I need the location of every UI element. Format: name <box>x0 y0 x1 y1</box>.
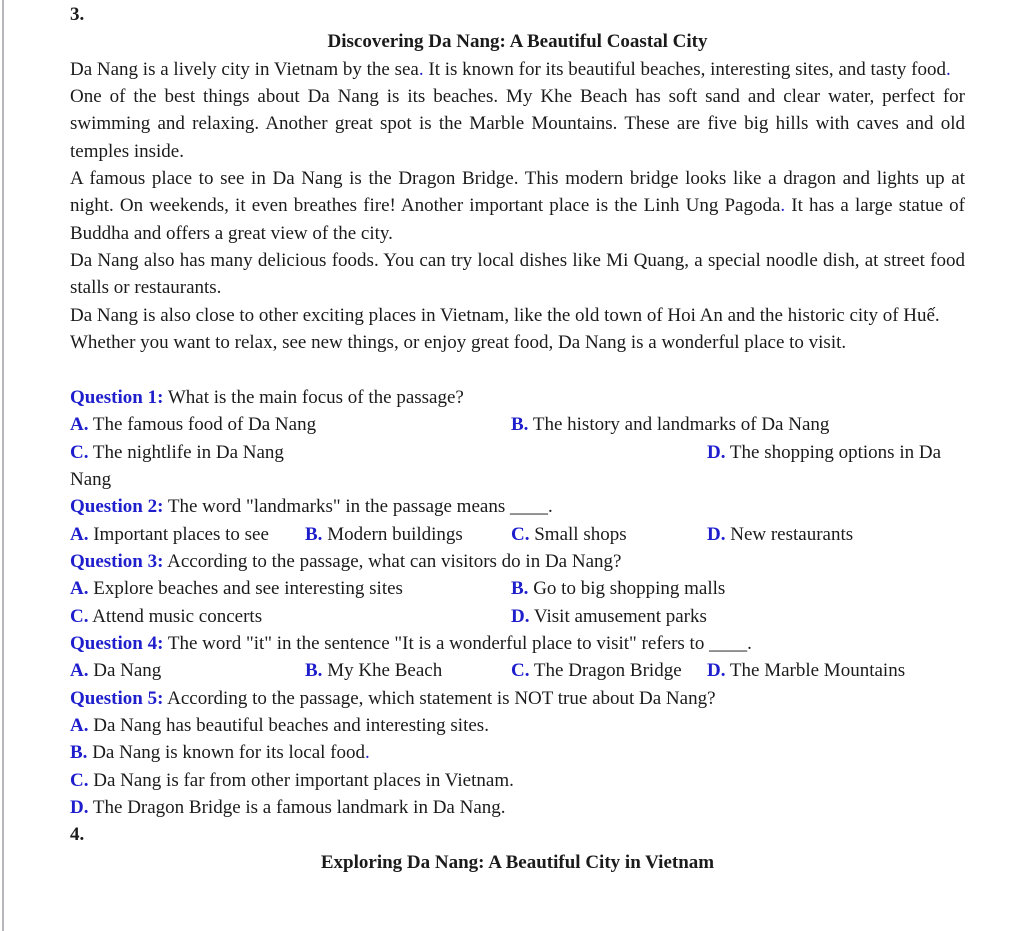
question-1-text: What is the main focus of the passage? <box>167 386 464 408</box>
blue-period: . <box>946 58 951 80</box>
question-2-label: Question 2: <box>70 496 164 518</box>
blank-line <box>70 356 965 383</box>
question-4-option-a <box>70 657 305 684</box>
question-1-label: Question 1: <box>70 386 164 408</box>
option-text: Da Nang is far from other important places in Vietnam. <box>93 769 514 791</box>
option-text: Explore beaches and see interesting sites <box>93 578 403 600</box>
question-2-option-d <box>707 524 853 545</box>
option-key: A. <box>70 414 89 436</box>
option-text: Da Nang is known for its local food <box>92 742 365 764</box>
question-2-option-a <box>70 521 305 548</box>
option-key: A. <box>70 523 89 545</box>
question-2-option-c <box>511 521 707 548</box>
passage-paragraph-4: Da Nang also has many delicious foods. You can try local dishes like Mi Quang, a special noodle dish, at street food stalls or restaurants. <box>70 250 965 299</box>
option-text: Attend music concerts <box>92 605 263 627</box>
question-2 <box>70 493 965 520</box>
question-4-text: The word "it" in the sentence "It is a wonderful place to visit" refers to ____. <box>167 632 752 654</box>
question-1 <box>70 384 965 411</box>
option-text: Da Nang <box>93 660 162 682</box>
option-key: C. <box>70 605 89 627</box>
option-key: B. <box>70 742 88 764</box>
passage-paragraph-2: One of the best things about Da Nang is its beaches. My Khe Beach has soft sand and clear water, perfect for swimming and relaxing. Another great spot is the Marble Mountains. These are five big hills with caves and old temples inside. <box>70 86 965 162</box>
passage-paragraph-3 <box>70 165 965 247</box>
question-3-options-row-1 <box>70 575 965 602</box>
option-text: Important places to see <box>93 523 269 545</box>
option-text: New restaurants <box>730 523 854 545</box>
paragraph-text: It is known for its beautiful beaches, interesting sites, and tasty food <box>423 58 947 80</box>
option-key: B. <box>305 660 323 682</box>
question-1-option-c <box>70 439 707 466</box>
question-5-option-c <box>70 767 965 794</box>
question-4-options-row <box>70 657 965 684</box>
option-key: C. <box>511 523 530 545</box>
option-text: The shopping options in Da Nang <box>70 441 942 490</box>
question-1-option-a <box>70 411 511 438</box>
question-4-label: Question 4: <box>70 632 164 654</box>
passage-paragraph-6: Whether you want to relax, see new things, or enjoy great food, Da Nang is a wonderful place to visit. <box>70 332 847 354</box>
option-text: Go to big shopping malls <box>533 578 726 600</box>
option-key: B. <box>305 523 323 545</box>
paragraph-text: It has a large statue of Buddha and offers a great view of the city. <box>70 195 966 244</box>
option-key: D. <box>707 441 726 463</box>
question-3-text: According to the passage, what can visitors do in Da Nang? <box>167 550 622 572</box>
question-1-options-row-2 <box>70 439 965 494</box>
section-4-number: 4. <box>70 824 85 846</box>
question-5-option-d <box>70 794 965 821</box>
option-text: The Dragon Bridge <box>533 660 682 682</box>
option-key: C. <box>70 769 89 791</box>
option-text: The history and landmarks of Da Nang <box>532 414 830 436</box>
question-5-option-b <box>70 739 965 766</box>
question-5-option-a <box>70 712 965 739</box>
option-key: A. <box>70 660 89 682</box>
question-3-option-b <box>511 578 725 599</box>
next-passage-title: Exploring Da Nang: A Beautiful City in Vietnam <box>320 851 715 873</box>
option-key: C. <box>511 660 530 682</box>
question-3 <box>70 548 965 575</box>
blue-period: . <box>418 58 424 80</box>
question-5 <box>70 685 965 712</box>
passage-title: Discovering Da Nang: A Beautiful Coastal City <box>327 31 708 53</box>
question-4-option-c <box>511 657 707 684</box>
option-text: The Marble Mountains <box>729 660 906 682</box>
question-3-label: Question 3: <box>70 550 164 572</box>
blue-period: . <box>365 742 370 764</box>
question-1-options-row-1 <box>70 411 965 438</box>
question-4-option-d <box>707 660 905 681</box>
question-3-option-a <box>70 575 511 602</box>
option-key: A. <box>70 714 89 736</box>
option-text: Modern buildings <box>327 523 463 545</box>
question-2-options-row <box>70 521 965 548</box>
option-key: C. <box>70 441 89 463</box>
page-content <box>70 1 965 876</box>
passage-paragraph-5: Da Nang is also close to other exciting places in Vietnam, like the old town of Hoi An and the historic city of Huế. <box>70 304 940 326</box>
option-text: Da Nang has beautiful beaches and interesting sites. <box>93 714 489 736</box>
question-3-options-row-2 <box>70 603 965 630</box>
paragraph-text: A famous place to see in Da Nang is the Dragon Bridge. This modern bridge looks like a dragon and lights up at night. On weekends, it even breathes fire! Another important place is the Linh Ung Pagoda <box>70 168 965 217</box>
option-text: The Dragon Bridge is a famous landmark in Da Nang. <box>92 796 506 818</box>
question-2-text: The word "landmarks" in the passage means ____. <box>167 496 553 518</box>
option-key: D. <box>511 605 530 627</box>
option-key: B. <box>511 578 529 600</box>
question-3-option-d <box>511 606 707 627</box>
option-text: Visit amusement parks <box>533 605 707 627</box>
option-text: My Khe Beach <box>327 660 443 682</box>
option-key: D. <box>707 523 726 545</box>
question-1-option-b <box>511 414 829 435</box>
option-key: B. <box>511 414 529 436</box>
question-4 <box>70 630 965 657</box>
section-3-number: 3. <box>70 4 85 25</box>
question-2-option-b <box>305 521 511 548</box>
paragraph-text: Da Nang is a lively city in Vietnam by the sea <box>70 58 419 80</box>
question-4-option-b <box>305 657 511 684</box>
passage-paragraph-1 <box>70 56 965 83</box>
blue-period: . <box>780 195 786 217</box>
option-text: The famous food of Da Nang <box>92 414 317 436</box>
question-5-text: According to the passage, which statement is NOT true about Da Nang? <box>167 687 716 709</box>
option-text: Small shops <box>534 523 627 545</box>
page-edge-line <box>2 0 4 931</box>
option-key: D. <box>707 660 726 682</box>
option-key: D. <box>70 796 89 818</box>
question-3-option-c <box>70 603 511 630</box>
option-text: The nightlife in Da Nang <box>92 441 284 463</box>
question-5-label: Question 5: <box>70 687 164 709</box>
option-key: A. <box>70 578 89 600</box>
